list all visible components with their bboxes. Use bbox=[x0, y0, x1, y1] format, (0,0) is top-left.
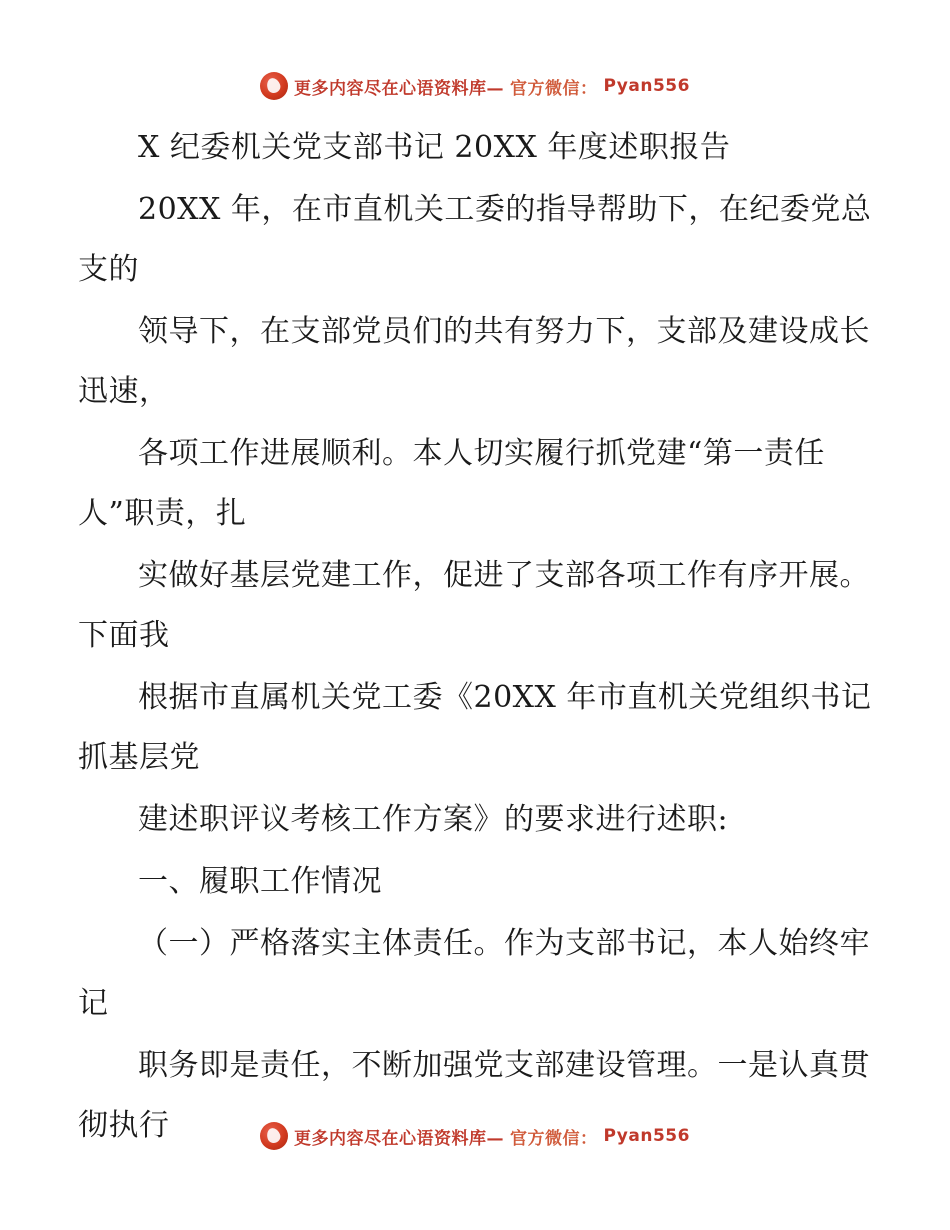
paragraph: 实做好基层党建工作，促进了支部各项工作有序开展。下面我 bbox=[78, 558, 870, 653]
watermark-label-text: 官方微信： bbox=[510, 1128, 598, 1149]
paragraph-title: X 纪委机关党支部书记 20XX 年度述职报告 bbox=[138, 130, 731, 165]
lotus-logo-icon bbox=[260, 1122, 288, 1150]
paragraph: 各项工作进展顺利。本人切实履行抓党建“第一责任人”职责，扎 bbox=[78, 436, 825, 531]
watermark-bottom bbox=[0, 1122, 950, 1150]
paragraph: 领导下，在支部党员们的共有努力下，支部及建设成长迅速， bbox=[78, 314, 870, 409]
paragraph: 建述职评议考核工作方案》的要求进行述职: bbox=[138, 802, 729, 837]
paragraph: 根据市直属机关党工委《20XX 年市直机关党组织书记抓基层党 bbox=[78, 680, 872, 775]
paragraph-section-heading: 一、履职工作情况 bbox=[138, 864, 382, 899]
paragraph: （一）严格落实主体责任。作为支部书记，本人始终牢记 bbox=[78, 926, 870, 1021]
watermark-label-text: 官方微信： bbox=[510, 78, 598, 99]
watermark-main-text: 更多内容尽在心语资料库— bbox=[294, 78, 505, 99]
paragraph: 20XX 年，在市直机关工委的指导帮助下，在纪委党总支的 bbox=[78, 192, 872, 287]
watermark-account-text: Pyan556 bbox=[603, 1126, 690, 1146]
document-body bbox=[78, 118, 878, 1158]
lotus-logo-icon bbox=[260, 72, 288, 100]
watermark-account-text: Pyan556 bbox=[603, 76, 690, 96]
watermark-main-text: 更多内容尽在心语资料库— bbox=[294, 1128, 505, 1149]
paragraph: 职务即是责任，不断加强党支部建设管理。一是认真贯彻执行 bbox=[78, 1048, 870, 1143]
watermark-top bbox=[0, 72, 950, 100]
